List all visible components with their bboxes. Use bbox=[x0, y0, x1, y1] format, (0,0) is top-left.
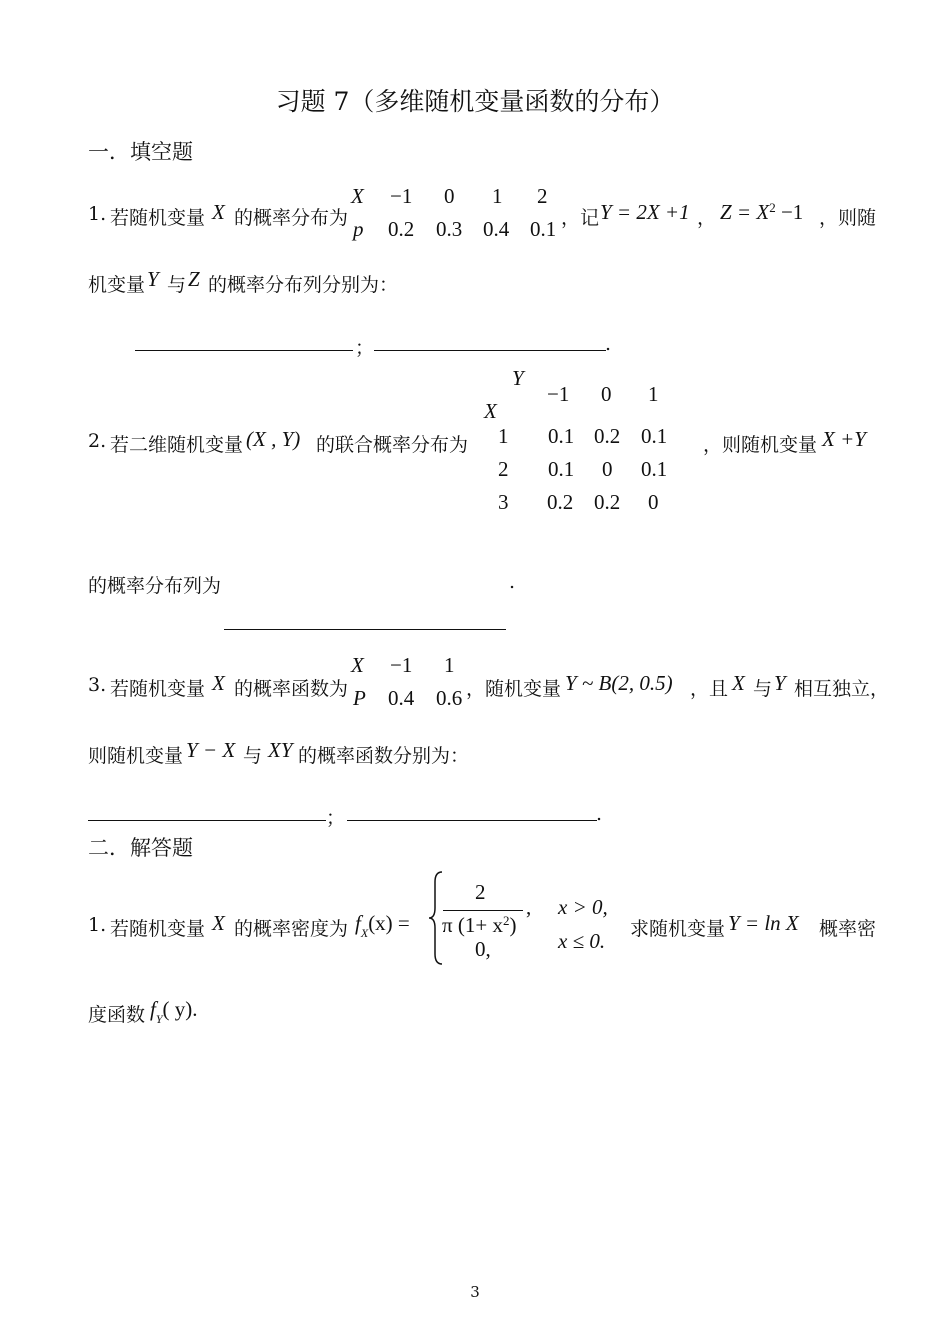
q1-table-cell: 0.2 bbox=[388, 217, 415, 241]
q1-text-d: ，则随 bbox=[819, 207, 877, 229]
q1-table-cell: 2 bbox=[537, 184, 548, 208]
q2-text-a: 若二维随机变量 bbox=[110, 434, 244, 456]
q2-number: 2. bbox=[88, 430, 107, 452]
q1-expr-y: Y = 2X +1 bbox=[600, 200, 690, 224]
q2-cell: 0.2 bbox=[594, 490, 621, 514]
q3-table-cell: −1 bbox=[390, 653, 413, 677]
page-title: 习题 7（多维随机变量函数的分布） bbox=[275, 87, 675, 116]
q1-end-period: . bbox=[605, 333, 612, 355]
q2-end-period: . bbox=[509, 571, 516, 593]
q1-table-cell: p bbox=[353, 217, 364, 241]
q2-header-y: Y bbox=[512, 366, 524, 390]
q3-var-x: X bbox=[212, 671, 225, 695]
q2-expr: X +Y bbox=[822, 427, 866, 451]
s2q1-line2-a: 度函数 bbox=[88, 1004, 146, 1026]
s2q1-numerator: 2 bbox=[475, 880, 486, 904]
q2-text-b: 的联合概率分布为 bbox=[316, 434, 469, 456]
q1-expr-z: $Z = X^2 -1$ bbox=[720, 200, 804, 224]
q1-number: 1. bbox=[88, 203, 107, 225]
q2-header-x: X bbox=[484, 399, 497, 423]
q3-var-x2: X bbox=[732, 671, 745, 695]
q3-answer-blank-2[interactable] bbox=[347, 820, 597, 821]
q3-expr2: XY bbox=[268, 738, 293, 762]
q2-cell: 0 bbox=[648, 490, 659, 514]
s2q1-number: 1. bbox=[88, 914, 107, 936]
q3-table-cell: 0.6 bbox=[436, 686, 463, 710]
q1-table-cell: 1 bbox=[492, 184, 503, 208]
q2-row-label: 3 bbox=[498, 490, 509, 514]
s2q1-case1-condition: x > 0, bbox=[558, 895, 608, 919]
s2q1-denominator: π $(1+ x^2)$ bbox=[442, 913, 517, 937]
q1-table-cell: −1 bbox=[390, 184, 413, 208]
s2q1-case1-comma: , bbox=[526, 895, 532, 919]
q1-table-cell: 0 bbox=[444, 184, 455, 208]
q2-pair: (X , Y) bbox=[246, 427, 301, 451]
s2q1-var-x: X bbox=[212, 911, 225, 935]
q2-row-label: 1 bbox=[498, 424, 509, 448]
q1-text-c: ，记 bbox=[561, 207, 600, 229]
q3-number: 3. bbox=[88, 674, 107, 696]
q3-expr1: Y − X bbox=[186, 738, 236, 762]
s2q1-density-fy: $f_Y$( y). bbox=[150, 997, 198, 1026]
q3-table-cell: P bbox=[353, 686, 366, 710]
q1-table-cell: 0.3 bbox=[436, 217, 463, 241]
q1-table-cell: 0.4 bbox=[483, 217, 510, 241]
q3-text-a: 若随机变量 bbox=[110, 678, 206, 700]
q2-cell: 0.1 bbox=[548, 424, 575, 448]
q1-var-x: X bbox=[212, 200, 225, 224]
q2-line2: 的概率分布列为 bbox=[88, 575, 222, 597]
q3-line2-c: 的概率函数分别为： bbox=[298, 745, 470, 767]
q3-text-c: ，随机变量 bbox=[466, 678, 562, 700]
q1-answer-blank-1[interactable] bbox=[135, 350, 353, 351]
q1-separator: ； bbox=[355, 337, 375, 359]
q2-col-header: −1 bbox=[547, 382, 570, 406]
s2q1-text-c: 求随机变量 bbox=[630, 918, 726, 940]
s2q1-density-fx: $f_X(x)$ = bbox=[355, 911, 410, 940]
s2q1-text-a: 若随机变量 bbox=[110, 918, 206, 940]
q2-row-label: 2 bbox=[498, 457, 509, 481]
q3-separator: ； bbox=[326, 807, 346, 829]
s2q1-text-d: 概率密 bbox=[819, 918, 877, 940]
section-fill-in-heading: 一．填空题 bbox=[88, 140, 193, 164]
q2-col-header: 0 bbox=[601, 382, 612, 406]
q1-var-y: Y bbox=[147, 267, 159, 291]
q3-text-f: 相互独立， bbox=[794, 678, 890, 700]
q1-line2-b: 与 bbox=[167, 274, 187, 296]
q3-line2-a: 则随机变量 bbox=[88, 745, 184, 767]
q1-table-cell: 0.1 bbox=[530, 217, 557, 241]
q3-table-cell: X bbox=[351, 653, 364, 677]
page-number: 3 bbox=[470, 1283, 480, 1301]
q2-answer-blank[interactable] bbox=[224, 629, 506, 630]
section-solution-heading: 二．解答题 bbox=[88, 836, 193, 860]
q3-text-b: 的概率函数为 bbox=[234, 678, 349, 700]
q3-answer-blank-1[interactable] bbox=[88, 820, 326, 821]
q1-var-z: Z bbox=[188, 267, 200, 291]
q3-end-period: . bbox=[596, 803, 603, 825]
s2q1-case2-value: 0, bbox=[475, 937, 491, 961]
q3-text-d: ，且 bbox=[690, 678, 729, 700]
q2-cell: 0.1 bbox=[548, 457, 575, 481]
q3-var-y2: Y bbox=[774, 671, 786, 695]
q3-table-cell: 1 bbox=[444, 653, 455, 677]
q2-cell: 0.2 bbox=[547, 490, 574, 514]
q3-expr-y: Y ~ B(2, 0.5) bbox=[565, 671, 673, 695]
q1-text-b: 的概率分布为 bbox=[234, 207, 349, 229]
q2-cell: 0 bbox=[602, 457, 613, 481]
q1-answer-blank-2[interactable] bbox=[374, 350, 606, 351]
q2-cell: 0.1 bbox=[641, 424, 668, 448]
q3-line2-b: 与 bbox=[243, 745, 263, 767]
q1-comma: ， bbox=[697, 207, 717, 229]
s2q1-text-b: 的概率密度为 bbox=[234, 918, 349, 940]
q1-text-a: 若随机变量 bbox=[110, 207, 206, 229]
s2q1-expr: Y = ln X bbox=[728, 911, 799, 935]
q2-text-c: ，则随机变量 bbox=[703, 434, 818, 456]
q1-line2-c: 的概率分布列分别为： bbox=[208, 274, 399, 296]
q1-line2-a: 机变量 bbox=[88, 274, 146, 296]
q2-col-header: 1 bbox=[648, 382, 659, 406]
s2q1-case2-condition: x ≤ 0. bbox=[558, 929, 606, 953]
q2-cell: 0.1 bbox=[641, 457, 668, 481]
q3-text-e: 与 bbox=[753, 678, 773, 700]
q2-cell: 0.2 bbox=[594, 424, 621, 448]
fraction-bar bbox=[443, 910, 523, 911]
q1-table-cell: X bbox=[351, 184, 364, 208]
q3-table-cell: 0.4 bbox=[388, 686, 415, 710]
